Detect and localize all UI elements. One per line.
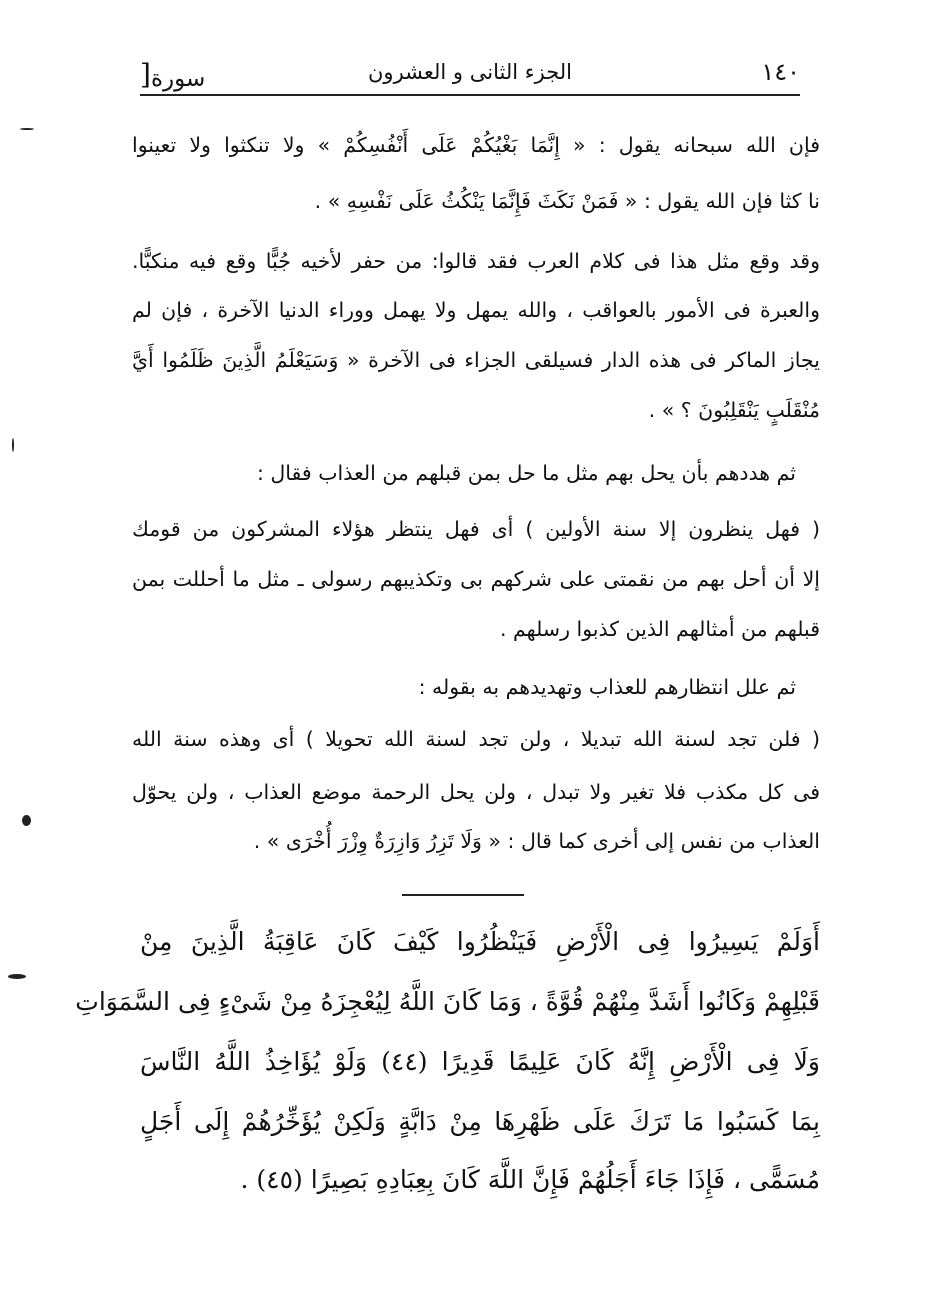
- commentary-line-2: نا كثا فإن الله يقول : « فَمَنْ نَكَثَ فَإِنَّمَا يَنْكُثُ عَلَى نَفْسِهِ » .: [314, 189, 820, 213]
- scan-speck: [20, 128, 34, 130]
- commentary-line-9: إلا أن أحل بهم من نقمتى على شركهم بى وتكذيبهم رسولى ـ مثل ما أحللت بمن: [132, 567, 820, 591]
- commentary-line-3: وقد وقع مثل هذا فى كلام العرب فقد قالوا: من حفر لأخيه جُبًّا وقع فيه منكبًّا.: [132, 249, 820, 273]
- commentary-line-13: فى كل مكذب فلا تغير ولا تبدل ، ولن يحل الرحمة موضع العذاب ، ولن يحوّل: [132, 780, 820, 804]
- commentary-line-7: ثم هددهم بأن يحل بهم مثل ما حل بمن قبلهم من العذاب فقال :: [256, 461, 796, 485]
- commentary-line-14: العذاب من نفس إلى أخرى كما قال : « وَلَا تَزِرُ وَازِرَةٌ وِزْرَ أُخْرَى » .: [253, 829, 820, 853]
- page-header: [140, 52, 800, 96]
- running-title: الجزء الثانى و العشرون: [368, 60, 572, 84]
- surah-label: [140, 60, 205, 93]
- page-number: ١٤٠: [761, 58, 800, 86]
- section-separator: [402, 894, 524, 896]
- surah-label-text: سورة: [150, 66, 206, 92]
- commentary-line-12: ( فلن تجد لسنة الله تبديلا ، ولن تجد لسنة الله تحويلا ) أى وهذه سنة الله: [132, 727, 820, 751]
- verse-line-4: بِمَا كَسَبُوا مَا تَرَكَ عَلَى ظَهْرِهَا مِنْ دَابَّةٍ وَلَكِنْ يُؤَخِّرُهُمْ إِلَى أَجَلٍ: [140, 1107, 820, 1136]
- commentary-line-10: قبلهم من أمثالهم الذين كذبوا رسلهم .: [500, 617, 820, 641]
- commentary-line-4: والعبرة فى الأمور بالعواقب ، والله يمهل ولا يهمل ووراء الدنيا الآخرة ، فإن لم: [132, 298, 820, 322]
- commentary-line-8: ( فهل ينظرون إلا سنة الأولين ) أى فهل ينتظر هؤلاء المشركون من قومك: [132, 517, 820, 541]
- verse-line-3: وَلَا فِى الْأَرْضِ إِنَّهُ كَانَ عَلِيمًا قَدِيرًا (٤٤) وَلَوْ يُؤَاخِذُ اللَّهُ النَّاسَ: [140, 1047, 821, 1076]
- commentary-line-5: يجاز الماكر فى هذه الدار فسيلقى الجزاء فى الآخرة « وَسَيَعْلَمُ الَّذِينَ ظَلَمُوا أَيَّ: [132, 348, 820, 372]
- commentary-line-6: مُنْقَلَبٍ يَنْقَلِبُونَ ؟ » .: [648, 398, 820, 422]
- scan-speck: [8, 974, 26, 979]
- commentary-line-1: فإن الله سبحانه يقول : « إِنَّمَا بَغْيُكُمْ عَلَى أَنْفُسِكُمْ » ولا تنكثوا ولا تعينوا: [132, 133, 820, 157]
- commentary-line-11: ثم علل انتظارهم للعذاب وتهديدهم به بقوله :: [418, 675, 796, 699]
- verse-line-5: مُسَمًّى ، فَإِذَا جَاءَ أَجَلُهُمْ فَإِنَّ اللَّهَ كَانَ بِعِبَادِهِ بَصِيرًا (٤٥) .: [240, 1165, 820, 1194]
- bracket-glyph: [: [140, 58, 151, 91]
- verse-line-1: أَوَلَمْ يَسِيرُوا فِى الْأَرْضِ فَيَنْظُرُوا كَيْفَ كَانَ عَاقِبَةُ الَّذِينَ مِنْ: [140, 927, 820, 956]
- scan-speck: [12, 438, 14, 452]
- scan-speck: [22, 815, 31, 826]
- verse-line-2: قَبْلِهِمْ وَكَانُوا أَشَدَّ مِنْهُمْ قُوَّةً ، وَمَا كَانَ اللَّهُ لِيُعْجِزَهُ مِنْ شَىْءٍ فِى السَّمَوَاتِ: [75, 987, 820, 1016]
